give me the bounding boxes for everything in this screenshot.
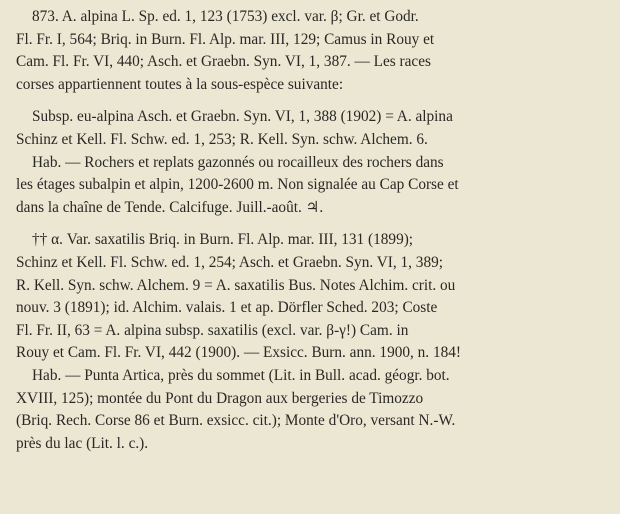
habitat2-line-3: (Briq. Rech. Corse 86 et Burn. exsicc. cit.); Monte d'Oro, versant N.-W. bbox=[16, 412, 456, 430]
subspecies-line-2: Schinz et Kell. Fl. Schw. ed. 1, 253; R. Kell. Syn. schw. Alchem. 6. bbox=[16, 130, 428, 148]
paragraph-gap bbox=[16, 219, 610, 229]
paragraph-gap bbox=[16, 96, 610, 106]
entry-line-1: 873. A. alpina L. Sp. ed. 1, 123 (1753) excl. var. β; Gr. et Godr. bbox=[32, 8, 419, 25]
variety-line-2: Schinz et Kell. Fl. Schw. ed. 1, 254; Asch. et Graebn. Syn. VI, 1, 389; bbox=[16, 253, 443, 271]
variety-line-6: Rouy et Cam. Fl. Fr. VI, 442 (1900). — Exsicc. Burn. ann. 1900, n. 184! bbox=[16, 344, 461, 362]
subspecies-line-1: Subsp. eu-alpina Asch. et Graebn. Syn. VI, 1, 388 (1902) = A. alpina bbox=[32, 108, 453, 126]
variety-entry bbox=[16, 229, 610, 365]
entry-line-4: corses appartiennent toutes à la sous-espèce suivante: bbox=[16, 75, 344, 93]
variety-line-1: †† α. Var. saxatilis Briq. in Burn. Fl. Alp. mar. III, 131 (1899); bbox=[32, 231, 414, 249]
species-entry bbox=[16, 6, 610, 96]
entry-line-2: Fl. Fr. I, 564; Briq. in Burn. Fl. Alp. mar. III, 129; Camus in Rouy et bbox=[16, 30, 435, 48]
habitat1-line-2: les étages subalpin et alpin, 1200-2600 m. Non signalée au Cap Corse et bbox=[16, 176, 459, 194]
habitat-paragraph-1 bbox=[16, 152, 610, 220]
habitat2-line-2: XVIII, 125); montée du Pont du Dragon aux bergeries de Timozzo bbox=[16, 389, 424, 407]
habitat-paragraph-2 bbox=[16, 365, 610, 455]
habitat1-line-3: dans la chaîne de Tende. Calcifuge. Juill.-août. ♃. bbox=[16, 198, 324, 216]
entry-line-3: Cam. Fl. Fr. VI, 440; Asch. et Graebn. Syn. VI, 1, 387. — Les races bbox=[16, 53, 431, 71]
habitat2-line-4: près du lac (Lit. l. c.). bbox=[16, 434, 149, 452]
subspecies-entry bbox=[16, 106, 610, 151]
habitat2-line-1: Hab. — Punta Artica, près du sommet (Lit. in Bull. acad. géogr. bot. bbox=[32, 366, 450, 384]
variety-line-3: R. Kell. Syn. schw. Alchem. 9 = A. saxatilis Bus. Notes Alchim. crit. ou bbox=[16, 276, 456, 294]
variety-line-5: Fl. Fr. II, 63 = A. alpina subsp. saxatilis (excl. var. β-γ!) Cam. in bbox=[16, 321, 409, 339]
habitat1-line-1: Hab. — Rochers et replats gazonnés ou rocailleux des rochers dans bbox=[32, 153, 444, 171]
variety-line-4: nouv. 3 (1891); id. Alchim. valais. 1 et ap. Dörfler Sched. 203; Coste bbox=[16, 299, 438, 317]
